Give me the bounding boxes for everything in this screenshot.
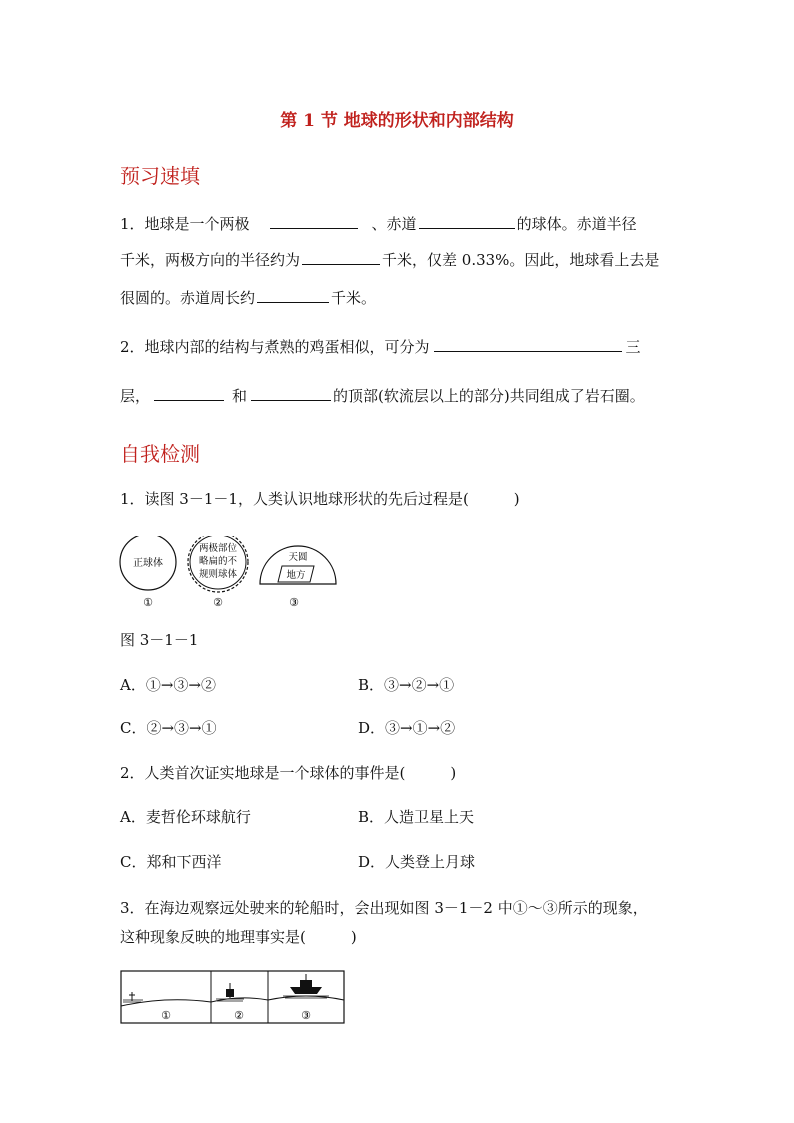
label-heaven: 天圆 xyxy=(288,552,308,563)
preview-q1-line2 xyxy=(120,250,659,270)
label-oblate-1: 两极部位 xyxy=(198,543,238,554)
text: 很圆的。赤道周长约 xyxy=(120,289,256,307)
answer-blank[interactable] xyxy=(434,337,622,352)
ship-mast-icon xyxy=(123,992,143,1002)
text: 千米，仅差 0.33%。因此，地球看上去是 xyxy=(382,251,660,269)
selftest-q2-stem: 2．人类首次证实地球是一个球体的事件是( ) xyxy=(120,764,457,782)
sea-curve xyxy=(121,1000,211,1006)
text: 千米。 xyxy=(331,289,377,307)
text: 千米，两极方向的半径约为 xyxy=(120,251,301,269)
label-earth: 地方 xyxy=(286,570,306,581)
text: 三 xyxy=(625,338,641,356)
figure-num-3: ③ xyxy=(301,1009,311,1022)
section-heading-selftest: 自我检测 xyxy=(120,442,200,466)
figure-num-2: ② xyxy=(234,1009,244,1022)
text: 、赤道 xyxy=(371,215,417,233)
option-a[interactable]: A．①→③→② xyxy=(120,676,216,694)
text: 1．地球是一个两极 xyxy=(120,215,250,233)
preview-q2-line2 xyxy=(120,386,645,406)
earth-shape-figure xyxy=(118,536,338,612)
section-heading-preview: 预习速填 xyxy=(120,164,200,188)
answer-blank[interactable] xyxy=(257,288,329,303)
answer-blank[interactable] xyxy=(251,386,331,401)
preview-q1-line3 xyxy=(120,288,376,308)
option-d[interactable]: D．③→①→② xyxy=(358,719,456,737)
answer-blank[interactable] xyxy=(302,250,380,265)
text: 的顶部(软流层以上的部分)共同组成了岩石圈。 xyxy=(333,387,645,405)
preview-q2-line1 xyxy=(120,337,641,357)
ship-full-icon xyxy=(283,974,329,998)
figure-num-1: ① xyxy=(143,596,153,609)
figure-num-3: ③ xyxy=(289,596,299,609)
option-a[interactable]: A．麦哲伦环球航行 xyxy=(120,808,251,826)
text: 2．地球内部的结构与煮熟的鸡蛋相似，可分为 xyxy=(120,338,430,356)
figure-num-2: ② xyxy=(213,596,223,609)
preview-q1-line1 xyxy=(120,214,637,234)
option-b[interactable]: B．③→②→① xyxy=(358,676,455,694)
selftest-q3-stem-1: 3．在海边观察远处驶来的轮船时，会出现如图 3－1－2 中①～③所示的现象， xyxy=(120,899,648,917)
page-title: 第 1 节 地球的形状和内部结构 xyxy=(280,111,514,131)
text: 层， xyxy=(120,387,151,405)
answer-blank[interactable] xyxy=(419,214,515,229)
answer-blank[interactable] xyxy=(270,214,358,229)
label-oblate-2: 略扁的不 xyxy=(198,556,238,567)
option-b[interactable]: B．人造卫星上天 xyxy=(358,808,475,826)
option-c[interactable]: C．②→③→① xyxy=(120,719,217,737)
figure-num-1: ① xyxy=(161,1009,171,1022)
label-sphere: 正球体 xyxy=(133,558,163,569)
option-d[interactable]: D．人类登上月球 xyxy=(358,853,476,871)
label-oblate-3: 规则球体 xyxy=(198,569,238,580)
figure-caption: 图 3－1－1 xyxy=(120,631,199,649)
selftest-q1-stem: 1．读图 3－1－1，人类认识地球形状的先后过程是( ) xyxy=(120,490,520,508)
ship-horizon-figure xyxy=(120,970,346,1026)
option-c[interactable]: C．郑和下西洋 xyxy=(120,853,222,871)
answer-blank[interactable] xyxy=(154,386,224,401)
text: 的球体。赤道半径 xyxy=(516,215,637,233)
selftest-q3-stem-2: 这种现象反映的地理事实是( ) xyxy=(120,928,357,946)
text: 和 xyxy=(232,387,248,405)
